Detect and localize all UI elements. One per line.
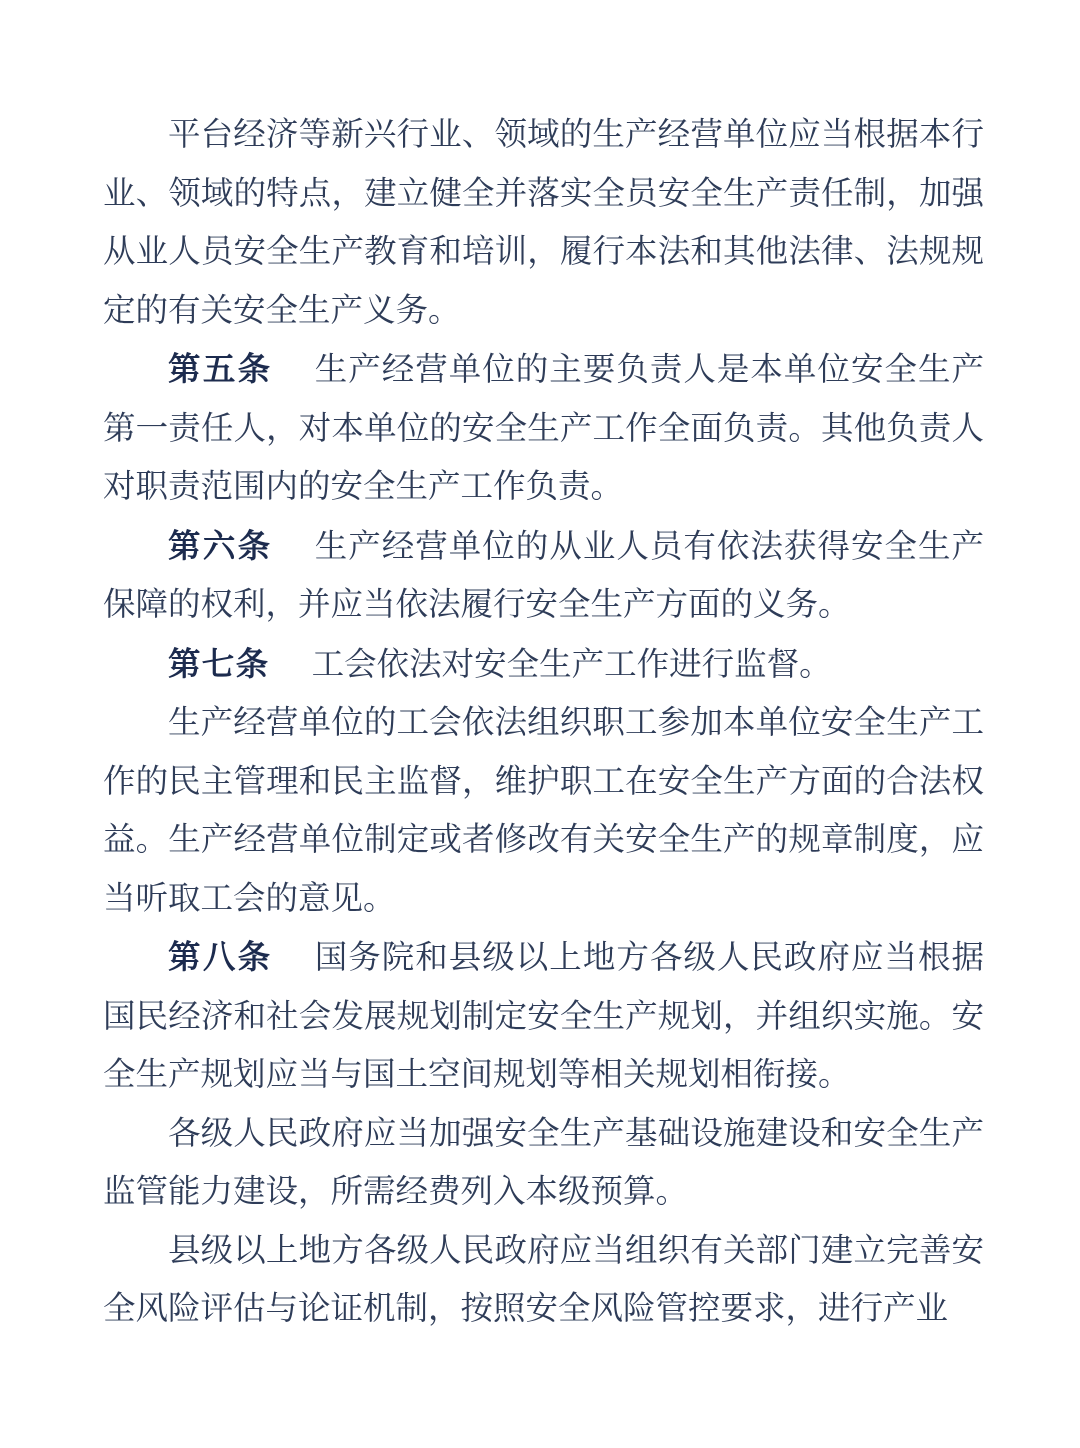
article-5-text: 生产经营单位的主要负责人是本单位安全生产第一责任人，对本单位的安全生产工作全面负责。其他负责人对职责范围内的安全生产工作负责。: [103, 352, 984, 505]
paragraph-platform-economy: 平台经济等新兴行业、领域的生产经营单位应当根据本行业、领域的特点，建立健全并落实全员安全生产责任制，加强从业人员安全生产教育和培训，履行本法和其他法律、法规规定的有关安全生产义务。: [103, 117, 984, 329]
paragraph-risk-assessment: 县级以上地方各级人民政府应当组织有关部门建立完善安全风险评估与论证机制，按照安全风险管控要求，进行产业: [103, 1232, 984, 1327]
paragraph-article-7: [103, 635, 984, 695]
article-6-number: 第六条: [168, 527, 273, 564]
paragraph-union-participation: 生产经营单位的工会依法组织职工参加本单位安全生产工作的民主管理和民主监督，维护职工在安全生产方面的合法权益。生产经营单位制定或者修改有关安全生产的规章制度，应当听取工会的意见。: [103, 705, 984, 917]
paragraph-government-infrastructure: 各级人民政府应当加强安全生产基础设施建设和安全生产监管能力建设，所需经费列入本级预算。: [103, 1115, 984, 1210]
article-6-text: 生产经营单位的从业人员有依法获得安全生产保障的权利，并应当依法履行安全生产方面的义务。: [103, 528, 984, 623]
paragraph-article-5: [103, 340, 984, 517]
article-7-number: 第七条: [168, 645, 270, 682]
paragraph-article-6: [103, 517, 984, 635]
article-7-text: 工会依法对安全生产工作进行监督。: [311, 646, 832, 683]
article-8-text: 国务院和县级以上地方各级人民政府应当根据国民经济和社会发展规划制定安全生产规划，并组织实施。安全生产规划应当与国土空间规划等相关规划相衔接。: [103, 940, 984, 1093]
article-8-number: 第八条: [168, 939, 273, 975]
document-body: [103, 106, 984, 1339]
paragraph-article-8: [103, 928, 984, 1105]
article-5-number: 第五条: [168, 351, 273, 387]
